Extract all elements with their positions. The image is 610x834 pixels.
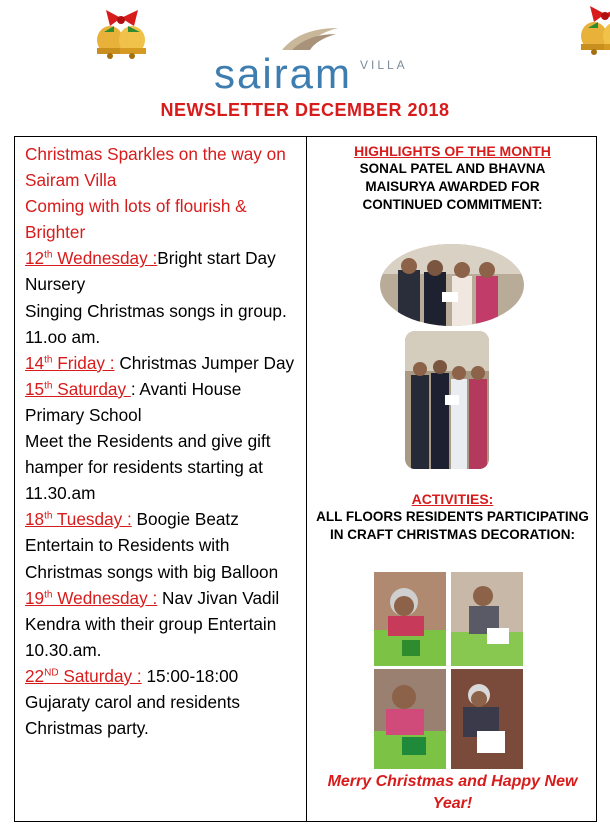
- newsletter-title: NEWSLETTER DECEMBER 2018: [160, 100, 450, 120]
- highlights-heading: HIGHLIGHTS OF THE MONTH: [354, 143, 551, 159]
- event-description: : Avanti House Primary School: [25, 378, 242, 425]
- sairam-villa-logo: [210, 26, 410, 96]
- highlights-text: SONAL PATEL AND BHAVNA MAISURYA AWARDED FOR CONTINUED COMMITMENT:: [359, 161, 546, 212]
- events-column: [25, 141, 300, 741]
- event-date-number: 14: [25, 352, 45, 373]
- event-description: Nav Jivan Vadil Kendra with their group Entertain 10.30.am.: [25, 587, 280, 660]
- event-day: Saturday :: [58, 665, 142, 686]
- event-date: [25, 666, 142, 686]
- event-date: [25, 379, 131, 399]
- event-date: [25, 509, 132, 529]
- column-divider: [306, 137, 307, 821]
- event-item: [25, 245, 300, 297]
- event-date-number: 19: [25, 587, 45, 608]
- craft-photo-4: [451, 669, 523, 769]
- activities-text: ALL FLOORS RESIDENTS PARTICIPATING IN CRAFT CHRISTMAS DECORATION:: [316, 509, 589, 542]
- event-detail: Singing Christmas songs in group. 11.oo am.: [25, 300, 287, 347]
- event-item: [25, 376, 300, 428]
- event-date-number: 18: [25, 509, 45, 530]
- event-day: Wednesday :: [52, 248, 158, 269]
- event-date-suffix: th: [44, 588, 53, 600]
- event-date-suffix: th: [44, 354, 53, 366]
- craft-photo-2: [451, 572, 523, 666]
- event-date: [25, 353, 115, 373]
- event-item: [25, 350, 300, 376]
- event-day: Saturday: [52, 378, 131, 399]
- event-day: Tuesday :: [52, 509, 132, 530]
- event-item: [25, 585, 300, 663]
- event-description: Boogie Beatz Entertain to Residents with Christmas songs with big Balloon: [25, 509, 279, 582]
- logo-subtitle: VILLA: [360, 58, 408, 72]
- craft-photo-1: [374, 572, 446, 666]
- event-date-number: 12: [25, 248, 45, 269]
- event-description: Bright start Day Nursery: [25, 248, 276, 295]
- event-date-number: 15: [25, 378, 45, 399]
- event-description: 15:00-18:00 Gujaraty carol and residents Christmas party.: [25, 665, 240, 739]
- newsletter-header: [0, 0, 610, 135]
- award-photo-1: [380, 244, 524, 326]
- event-item: [25, 506, 300, 584]
- event-detail: Meet the Residents and give gift hamper for residents starting at 11.30.am: [25, 431, 271, 504]
- christmas-bells-icon: [460, 0, 610, 56]
- event-list: [25, 245, 300, 741]
- intro-line: Coming with lots of flourish & Brighter: [25, 196, 247, 243]
- event-day: Wednesday :: [52, 587, 158, 608]
- event-date-suffix: th: [44, 380, 53, 392]
- activities-heading: ACTIVITIES:: [411, 491, 494, 507]
- event-date: [25, 588, 157, 608]
- event-date-number: 22: [25, 665, 45, 686]
- award-photo-2: [405, 331, 489, 469]
- event-date-suffix: th: [44, 249, 53, 261]
- content-table: [14, 136, 597, 822]
- event-date: [25, 248, 157, 268]
- event-item: [25, 663, 300, 741]
- logo-wordmark: sairam: [214, 50, 353, 97]
- intro-line: Christmas Sparkles on the way on Sairam Villa: [25, 144, 286, 191]
- event-day: Friday :: [52, 352, 115, 373]
- event-date-suffix: ND: [44, 667, 59, 679]
- event-description: Christmas Jumper Day: [114, 352, 295, 373]
- event-date-suffix: th: [44, 510, 53, 522]
- closing-greeting: Merry Christmas and Happy New Year!: [327, 773, 578, 812]
- craft-photo-3: [374, 669, 446, 769]
